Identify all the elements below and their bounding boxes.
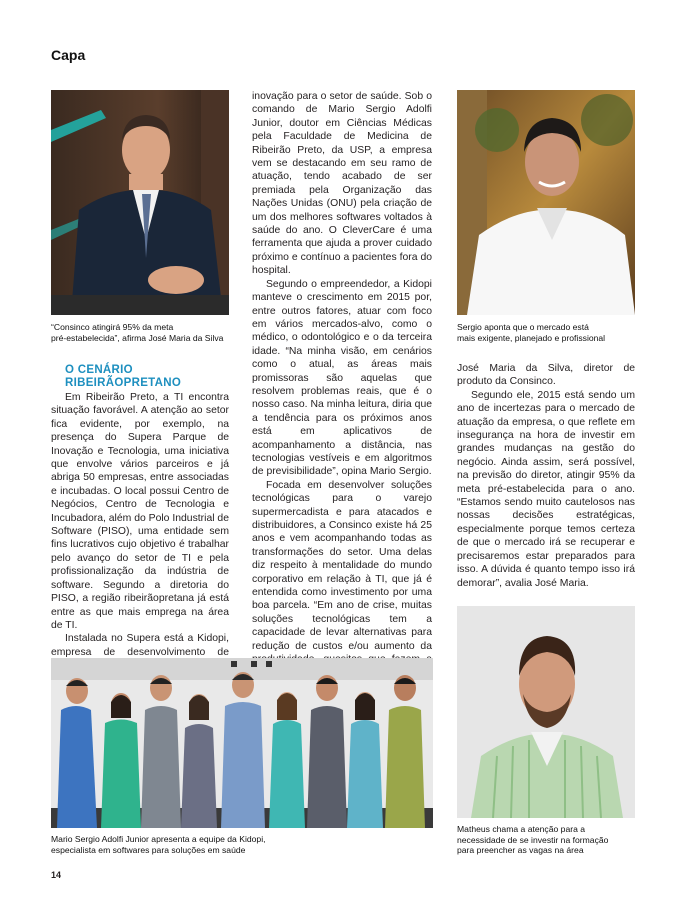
article-column-2 — [252, 90, 432, 680]
caption-photo-sergio: Sergio aponta que o mercado está mais exigente, planejado e profissional — [457, 322, 606, 343]
paragraph: Instalada no Supera está a Kidopi, empresa de desenvolvimento de — [51, 633, 229, 658]
paragraph: Em Ribeirão Preto, a TI encontra situação favorável. A atenção ao setor fica evidente, por exemplo, na presença do Supera Parque de Inovação e Tecnologia, uma iniciativa que envolve vários parceiros e já abriga 50 empresas, entre associadas e incubadas. O local possui Centro de Negócios, Centro de Tecnologia e Incubadora, além do Polo Industrial de Software (PISO), uma entidade sem fins lucrativos cujo objetivo é trabalhar pelo avanço do setor de TI e pela profissionalização da indústria de software. Segundo a diretoria do PISO, a região ribeirãopretana já está entre as que mais emprega na área de TI. — [51, 392, 229, 631]
caption-photo-jose-maria: “Consinco atingirá 95% da meta pré-estabelecida”, afirma José Maria da Silva — [51, 322, 224, 343]
paragraph: José Maria da Silva, diretor de produto da Consinco. — [457, 363, 635, 388]
paragraph: Focada em desenvolver soluções tecnológicas para o varejo supermercadista e para atacados e distribuidores, a Consinco existe há 25 anos e vem acompanhando todas as transformações do setor. Uma delas diz respeito à mentalidade do mundo corporativo em relação à TI, que já é entendida como investimento por uma boa parcela. “Em ano de crise, muitas soluções tecnológicas tem a capacidade de levar alternativas para redução de custos e/ou aumento da — [252, 479, 432, 652]
photo-kidopi-team — [51, 658, 433, 828]
caption-photo-matheus: Matheus chama a atenção para a necessidade de se investir na formação para preencher as vagas na área — [457, 824, 609, 856]
paragraph: inovação para o setor de saúde. Sob o comando de Mario Sergio Adolfi Junior, doutor em Ciências Médicas pela Faculdade de Medicina de Ribeirão Preto, da USP, a empresa vem se destacando em seu ramo de atuação, tendo acabado de ser premiada pela Organização das Nações Unidas (ONU) pela criação de um dos melhores softwares voltados à saúde do ano. O CleverCare é uma ferramenta que ajuda a prover cuidado próximo e contínuo a pacientes fora do hospital. — [252, 91, 432, 277]
caption-photo-kidopi-team: Mario Sergio Adolfi Junior apresenta a equipe da Kidopi, especialista em softwares para soluções em saúde — [51, 834, 266, 855]
subheading: O CENÁRIO RIBEIRÃOPRETANO — [65, 364, 182, 389]
photo-jose-maria — [51, 90, 229, 315]
section-label: Capa — [51, 47, 86, 63]
article-column-1 — [51, 364, 229, 673]
photo-matheus — [457, 606, 635, 818]
page-number: 14 — [51, 870, 62, 880]
paragraph: Segundo o empreendedor, a Kidopi manteve o crescimento em 2015 por, entre outros fatores, atuar com foco em vários mercados-alvo, como o médico, o odontológico e o da terceira idade. “Na minha visão, em cenários como o atual, as áreas mais promissoras são aquelas que resolvem problemas reais, que é o nosso caso. Na minha leitura, diria que a tendência para os próximos anos está em aplicativos de acompanhamento a distância, nas tecnologias vestíveis e em algoritmos de previsibilidade”, opina Mario Sergio. — [252, 278, 432, 478]
paragraph: Segundo ele, 2015 está sendo um ano de incertezas para o mercado de atuação da empresa, o que reflete em insegurança na hora de investir em grandes mudanças na gestão do negócio. Ainda assim, será possível, na previsão do diretor, atingir 95% da meta pré-estabelecida para o ano. “Estamos sendo muito cautelosos nas nossas decisões estratégicas, especialmente porque temos certeza de que o mercado irá se recuperar e precisaremos estar preparados para isso. A dúvida é quanto tempo isso irá demorar”, avalia José Maria. — [457, 389, 635, 589]
photo-sergio — [457, 90, 635, 315]
article-column-3 — [457, 362, 635, 590]
